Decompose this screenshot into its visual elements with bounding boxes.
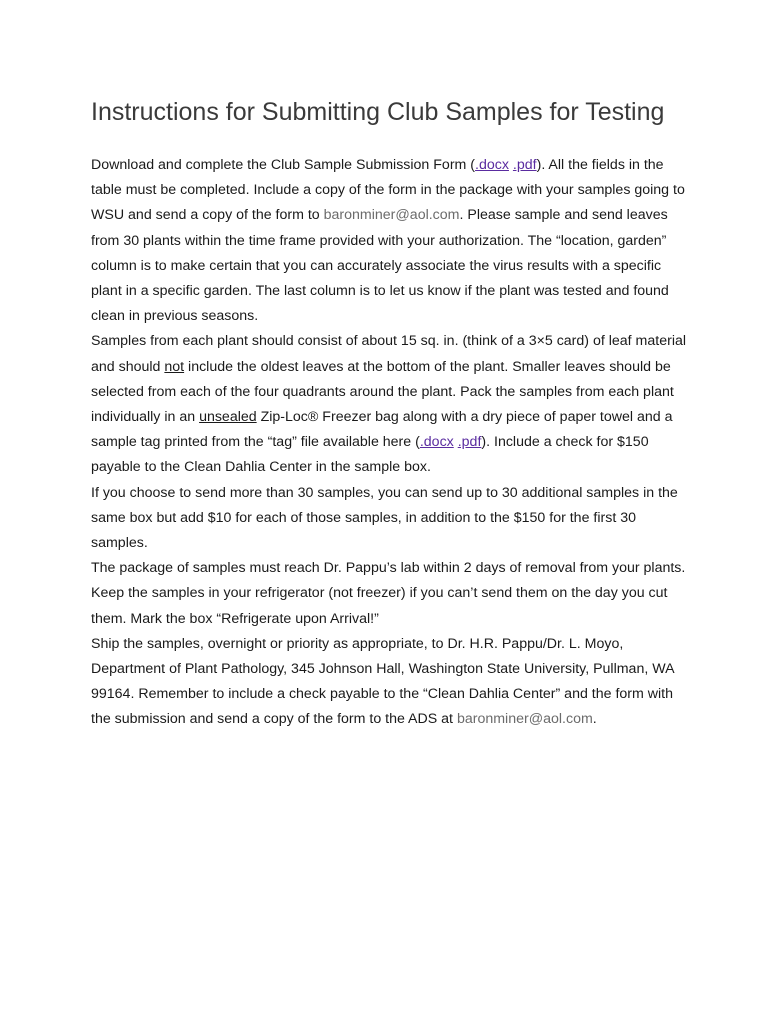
page-title: Instructions for Submitting Club Samples for Testing [91,98,665,126]
paragraph-shipping [91,632,691,733]
text-segment: Samples from each plant should consist of about 15 sq. in. (think of a 3×5 card) of leaf material and should [91,333,687,375]
text-segment: ). Include a check for $150 payable to the Clean Dahlia Center in the sample box. [91,434,649,476]
text-segment: include the oldest leaves at the bottom of the plant. Smaller leaves should be selected from each of the four quadrants around the plant. Pack the samples from each plant individually in an [91,358,674,426]
text-segment: Zip-Loc® Freezer bag along with a dry piece of paper towel and a sample tag printed from the “tag” file available here ( [91,409,673,451]
text-segment: ). All the fields in the table must be completed. Include a copy of the form in the package with your samples going to WSU and send a copy of the form to [91,157,685,224]
paragraph-sample-preparation [91,329,691,480]
paragraph-additional-samples: If you choose to send more than 30 samples, you can send up to 30 additional samples in the same box but add $10 for each of those samples, in addition to the $150 for the first 30 samples. [91,484,678,552]
paragraph-timing: The package of samples must reach Dr. Pappu’s lab within 2 days of removal from your plants. Keep the samples in your refrigerator (not freezer) if you can’t send them on the day you cut them. Mark the box “Refrigerate upon Arrival!” [91,560,686,627]
paragraph-submission-form [91,153,691,329]
email-address[interactable]: baronminer@aol.com [456,711,593,728]
underlined-unsealed: unsealed [199,409,257,426]
text-segment: Ship the samples, overnight or priority as appropriate, to Dr. H.R. Pappu/Dr. L. Moyo, Department of Plant Pathology, 345 Johnson Hall, Washington State University, Pullman, WA 99164. Remember to include a check payable to the “Clean Dahlia Center” and the form with the submission and send a copy of the form to the ADS at [91,635,674,728]
document-page [91,93,691,733]
text-segment: . Please sample and send leaves from 30 plants within the time frame provided with your authorization. The “location, garden” column is to make certain that you can accurately associate the virus results with a specific plant in a specific garden. The last column is to let us know if the plant was tested and found clean in previous seasons. [91,207,669,325]
underlined-not: not [164,358,185,375]
tag-docx-link[interactable]: .docx [419,434,454,451]
tag-pdf-link[interactable]: .pdf [457,434,482,451]
form-pdf-link[interactable]: .pdf [512,157,537,173]
email-address[interactable]: baronminer@aol.com [323,207,460,224]
form-docx-link[interactable]: .docx [475,157,509,173]
text-segment: Download and complete the Club Sample Submission Form ( [91,157,476,173]
text-segment: . [592,711,597,728]
